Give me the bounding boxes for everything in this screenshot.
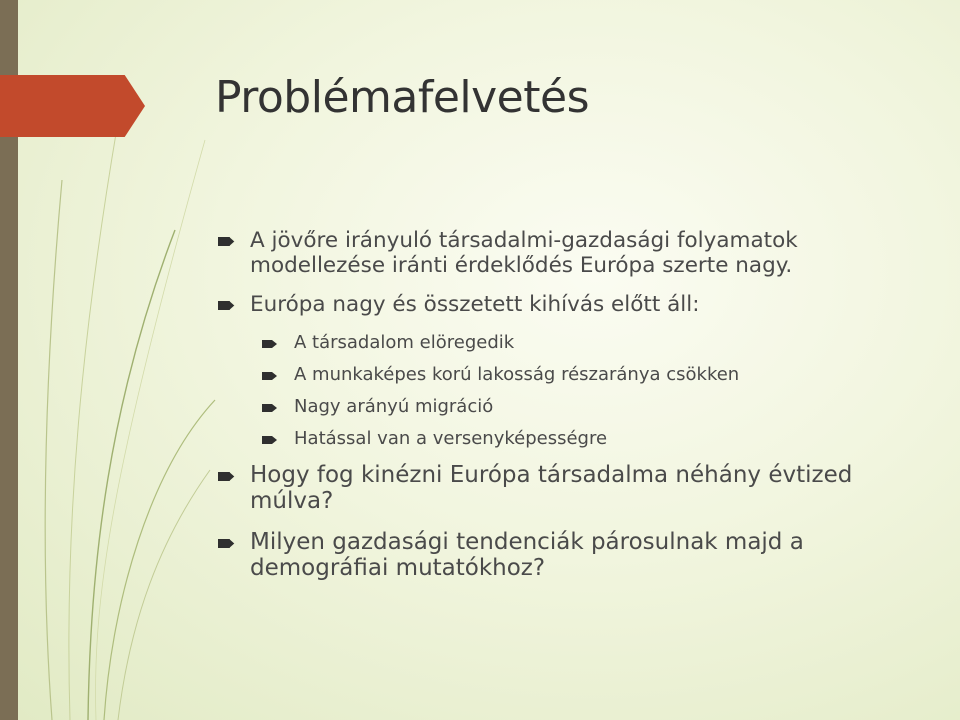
pencil-bullet-icon: [218, 538, 235, 549]
bullet-list: [218, 228, 938, 581]
pencil-bullet-icon: [262, 435, 277, 445]
bullet-item: [218, 292, 938, 317]
pencil-bullet-icon: [218, 300, 235, 311]
title-accent-arrow: [0, 75, 145, 137]
bullet-item: [218, 529, 938, 581]
bullet-item: [218, 462, 938, 514]
sub-bullet-item: [218, 332, 938, 354]
bullet-text: Hogy fog kinézni Európa társadalma néhány évtized múlva?: [250, 462, 853, 514]
bullet-text: Hatással van a versenyképességre: [294, 428, 608, 449]
pencil-bullet-icon: [262, 403, 277, 413]
bullet-text: A munkaképes korú lakosság részaránya csökken: [294, 364, 740, 385]
pencil-bullet-icon: [262, 371, 277, 381]
bullet-text: A jövőre irányuló társadalmi-gazdasági folyamatok modellezése iránti érdeklődés Európa szerte nagy.: [250, 228, 798, 278]
bullet-text: A társadalom elöregedik: [294, 332, 515, 353]
bullet-text: Milyen gazdasági tendenciák párosulnak majd a demográfiai mutatókhoz?: [250, 529, 804, 581]
slide-title: Problémafelvetés: [215, 72, 589, 123]
pencil-bullet-icon: [262, 339, 277, 349]
sub-bullet-item: [218, 428, 938, 450]
sub-bullet-item: [218, 396, 938, 418]
pencil-bullet-icon: [218, 236, 235, 247]
bullet-text: Nagy arányú migráció: [294, 396, 494, 417]
sub-bullet-item: [218, 364, 938, 386]
bullet-item: [218, 228, 938, 278]
pencil-bullet-icon: [218, 471, 235, 482]
bullet-text: Európa nagy és összetett kihívás előtt áll:: [250, 292, 700, 317]
